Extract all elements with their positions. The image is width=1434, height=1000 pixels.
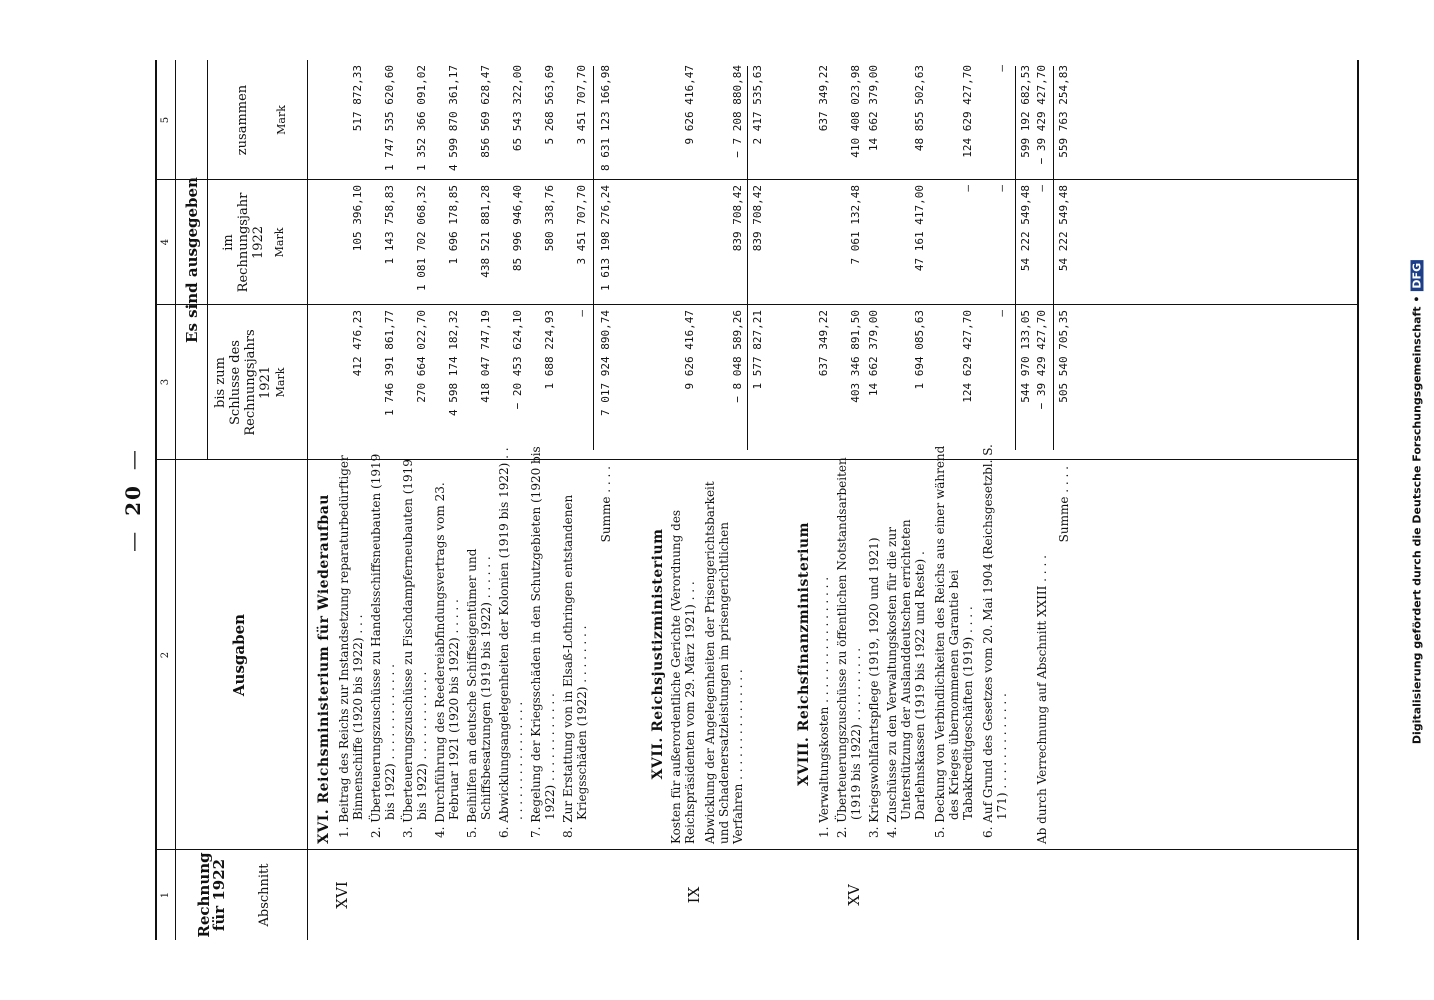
xvi-sum-c4: 1 613 198 276,24 [599,185,612,291]
xviii-item-4-c4: 47 161 417,00 [913,185,926,272]
xvi-item-3-text: 3. Überteuerungszuschüsse zu Fischdampferneubauten (1919 bis 1922) . . . . . . . . . . . . [401,459,429,838]
xvii-item-1-c5: 9 626 416,47 [683,65,696,145]
xviii-item-4-c5: 48 855 502,63 [913,65,926,152]
xvi-item-8-c4: 3 451 707,70 [575,185,588,265]
xviii-item-1-text: 1. Verwaltungskosten . . . . . . . . . . . . . . . . . [817,576,831,838]
header-rechnung: Rechnung für 1922 Abschnitt [195,852,272,938]
xvi-item-3-c3: 270 664 022,70 [415,310,428,403]
xvi-item-8-c3: — [575,310,588,317]
header-col4: im Rechnungsjahr 1922 Mark [221,192,286,293]
header-ausgaben: Ausgaben [230,613,248,697]
xvi-item-8-c5: 3 451 707,70 [575,65,588,145]
xvi-item-7-c4: 580 338,76 [543,185,556,252]
xvi-item-1-c3: 412 476,23 [351,310,364,377]
xvi-item-7-c3: 1 688 224,93 [543,310,556,390]
xvii-item-2-c3: − 8 048 589,26 [731,310,744,403]
col-num-3: 3 [160,378,171,386]
page-number: —20— [121,448,145,552]
xviii-item-3-c3: 14 662 379,00 [867,310,880,397]
xvi-sum-c3: 7 017 924 890,74 [599,310,612,416]
col-num-2: 2 [160,651,171,659]
xviii-deduction-c4: — [1035,185,1048,192]
header-col3: bis zum Schlusse des Rechnungsjahrs 1921 Mark [213,329,287,436]
xvii-sum-c3: 1 577 827,21 [751,310,764,390]
section-title-xviii: XVIII. Reichsfinanzministerium [796,522,812,786]
abschnitt-xvii: IX [685,886,703,904]
xvi-item-6-c4: 85 996 946,40 [511,185,524,272]
xvii-item-2-c4: 839 708,42 [731,185,744,252]
xvi-item-4-c5: 4 599 870 361,17 [447,65,460,171]
xviii-item-5-text: 5. Deckung von Verbindlichkeiten des Reichs aus einer während des Krieges übernommenen Garantie bei Tabakkreditgeschäften (1919) . . . . [933,445,975,838]
xvi-item-2-c5: 1 747 535 620,60 [383,65,396,171]
xvi-item-1-c5: 517 872,33 [351,65,364,132]
xvi-item-5-text: 5. Beihilfen an deutsche Schiffseigentümer und Schiffsbesatzungen (1919 bis 1922) . . . . . . [465,548,493,838]
xviii-item-2-text: 2. Überteuerungszuschüsse zu öffentlichen Notstandsarbeiten (1919 bis 1922) . . . . . . . . . . [835,457,863,838]
funding-note-text: Digitalisierung gefördert durch die Deutsche Forschungsgemeinschaft • [1410,295,1424,745]
xviii-item-5-c3: 124 629 427,70 [961,310,974,403]
xvii-sum-c4: 839 708,42 [751,185,764,252]
xviii-item-3-c5: 14 662 379,00 [867,65,880,152]
col-num-5: 5 [160,116,171,124]
xviii-item-5-c4: — [961,185,974,192]
xviii-item-6-c5: — [995,65,1008,72]
section-title-xvi: XVI. Reichsministerium für Wiederaufbau [316,494,332,844]
xviii-sum-c5: 559 763 254,83 [1057,65,1070,158]
header-group: Es sind ausgegeben [183,177,201,343]
xviii-item-6-text: 6. Auf Grund des Gesetzes vom 20. Mai 1904 (Reichsgesetzbl. S. 171) . . . . . . . . . . . . . [981,444,1009,838]
col-num-4: 4 [160,238,171,246]
xvi-item-7-c5: 5 268 563,69 [543,65,556,145]
xvi-sum-c5: 8 631 123 166,98 [599,65,612,171]
xviii-deduction-c3: − 39 429 427,70 [1035,310,1048,410]
xvi-item-2-text: 2. Überteuerungszuschüsse zu Handelsschiffsneubauten (1919 bis 1922) . . . . . . . . . . . . . [369,453,397,838]
header-col5: zusammen Mark [235,84,288,156]
xviii-sum-label: Summe . . . . [1057,466,1071,543]
xvi-item-6-c3: − 20 453 624,10 [511,310,524,410]
xvi-item-1-c4: 105 396,10 [351,185,364,252]
xvi-item-6-c5: 65 543 322,00 [511,65,524,152]
xvii-item-1-text: Kosten für außerordentliche Gerichte (Verordnung des Reichspräsidenten vom 29. März 1921) . . . [669,509,697,844]
xviii-subtotal-c5: 599 192 682,53 [1019,65,1032,158]
xviii-item-5-c5: 124 629 427,70 [961,65,974,158]
xviii-deduction-label: Ab durch Verrechnung auf Abschnitt XXIII . . . . [1035,555,1049,844]
funding-note [1408,12,1426,992]
xvi-item-3-c4: 1 081 702 068,32 [415,185,428,291]
xvi-item-1-text: 1. Beitrag des Reichs zur Instandsetzung reparaturbedürftiger Binnenschiffe (1920 bis 1922) . . . [337,455,365,838]
xvi-sum-label: Summe . . . . [599,466,613,543]
xviii-item-1-c5: 637 349,22 [817,65,830,132]
col-num-1: 1 [160,891,171,899]
xviii-item-2-c5: 410 408 023,98 [849,65,862,158]
xvi-item-6-text: 6. Abwicklungsangelegenheiten der Kolonien (1919 bis 1922) . . . . . . . . . . . . . . . . . . [497,447,525,838]
section-title-xvii: XVII. Reichsjustizministerium [650,528,666,780]
xvi-item-5-c3: 418 047 747,19 [479,310,492,403]
ledger-table [155,60,1359,940]
xviii-item-6-c4: — [995,185,1008,192]
xviii-sum-c4: 54 222 549,48 [1057,185,1070,272]
xviii-subtotal-c3: 544 970 133,05 [1019,310,1032,403]
xvii-sum-c5: 2 417 535,63 [751,65,764,145]
xvi-item-4-c3: 4 598 174 182,32 [447,310,460,416]
xviii-sum-c3: 505 540 705,35 [1057,310,1070,403]
xvii-item-1-c3: 9 626 416,47 [683,310,696,390]
xvi-item-3-c5: 1 352 366 091,02 [415,65,428,171]
xviii-item-2-c4: 7 061 132,48 [849,185,862,265]
xviii-item-4-c3: 1 694 085,63 [913,310,926,390]
rotated-page [115,0,1395,1000]
xvi-item-5-c5: 856 569 628,47 [479,65,492,158]
xvi-item-7-text: 7. Regelung der Kriegsschäden in den Schutzgebieten (1920 bis 1922) . . . . . . . . . . . . [529,446,557,838]
dfg-logo: DFG [1411,260,1424,292]
xviii-item-6-c3: — [995,310,1008,317]
xviii-item-4-text: 4. Zuschüsse zu den Verwaltungskosten für die zur Unterstützung der Auslanddeutschen errichteten Darlehnskassen (1919 bis 1922 und Reste) . [885,519,927,838]
xviii-subtotal-c4: 54 222 549,48 [1019,185,1032,272]
abschnitt-xvi: XVI [333,881,351,909]
xviii-deduction-c5: − 39 429 427,70 [1035,65,1048,165]
xvii-item-2-c5: − 7 208 880,84 [731,65,744,158]
xvii-item-2-text: Abwicklung der Angelegenheiten der Prisengerichtsbarkeit und Schadenersatzleistungen im prisengerichtlichen Verfahren . . . . . . . . . . . . . . . [703,481,745,844]
xviii-item-3-text: 3. Kriegswohlfahrtspflege (1919, 1920 und 1921) [867,537,881,838]
xvi-item-2-c3: 1 746 391 861,77 [383,310,396,416]
xvi-item-8-text: 8. Zur Erstattung von in Elsaß-Lothringen entstandenen Kriegsschäden (1922) . . . . . . . . [561,494,589,838]
xviii-item-1-c3: 637 349,22 [817,310,830,377]
abschnitt-xviii: XV [845,884,863,906]
xvi-item-2-c4: 1 143 758,83 [383,185,396,265]
xvi-item-4-c4: 1 696 178,85 [447,185,460,265]
xvi-item-4-text: 4. Durchführung des Reedereiabfindungsvertrags vom 23. Februar 1921 (1920 bis 1922) . . . . . [433,482,461,838]
xviii-item-2-c3: 403 346 891,50 [849,310,862,403]
xvi-item-5-c4: 438 521 881,28 [479,185,492,278]
